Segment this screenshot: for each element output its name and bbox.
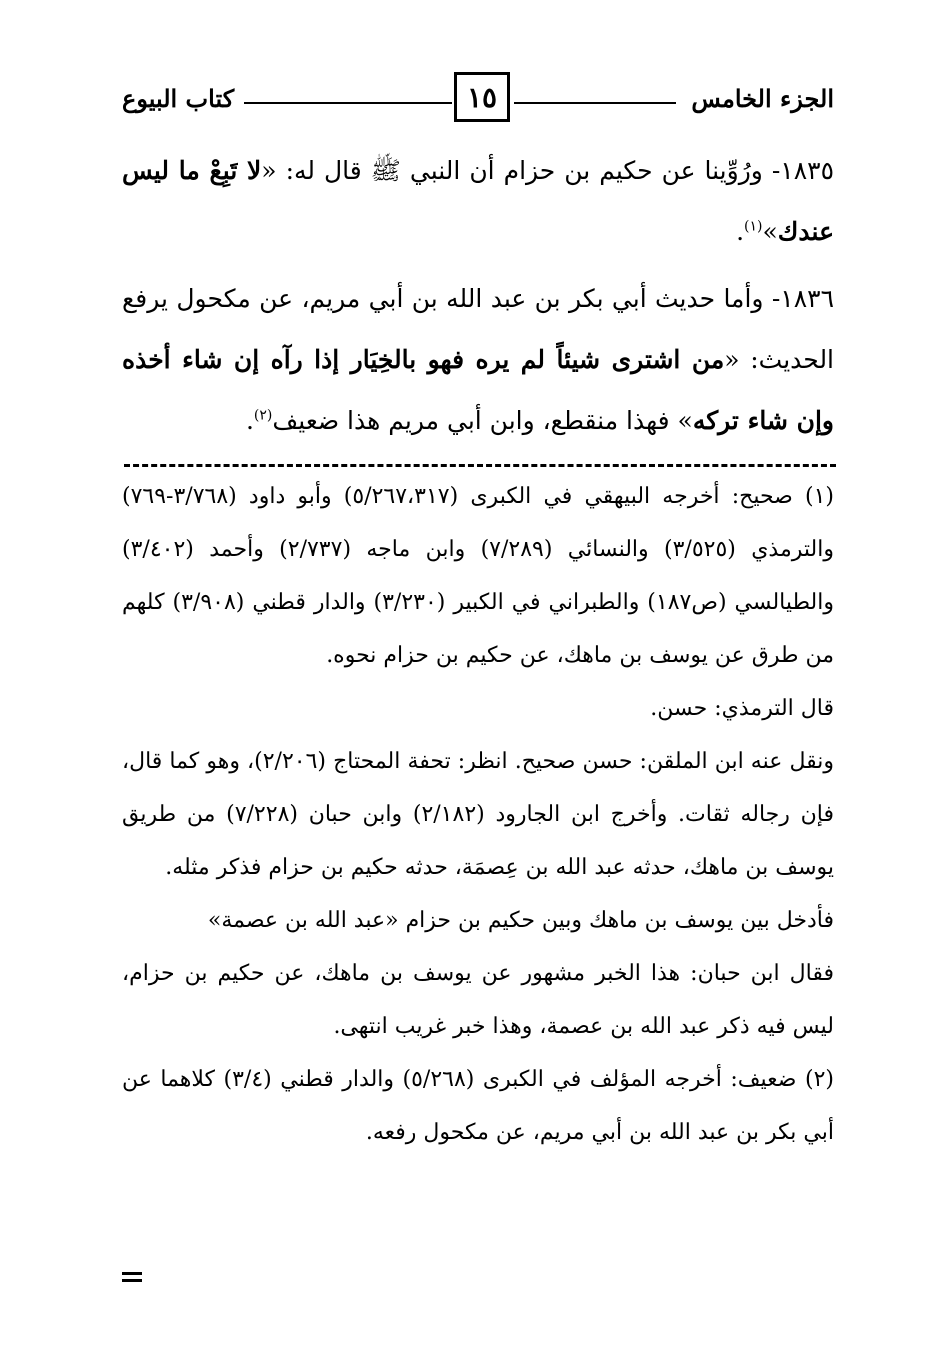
page-number: ١٥ (466, 80, 498, 114)
footnote-ref-2: (٢) (253, 407, 273, 424)
header-part-title: الجزء الخامس (691, 84, 834, 113)
footnote-1-mulaqqin: ونقل عنه ابن الملقن: حسن صحيح. انظر: تحفة المحتاج (٢/٢٠٦)، وهو كما قال، فإن رجاله ثقات. وأخرج ابن الجارود (٢/١٨٢) وابن حبان (٧/٢٢٨) من طريق يوسف بن ماهك، حدثه عبد الله بن عِصمَة، حدثه حكيم بن حزام فذكر مثله. (122, 749, 834, 880)
continuation-mark (122, 1272, 142, 1286)
footnote-ref-1: (١) (744, 218, 763, 235)
page-number-box (454, 72, 510, 122)
quote-close: » (762, 217, 778, 246)
hadith-paragraph-1835 (122, 140, 834, 262)
page-header (0, 72, 934, 128)
main-text (122, 140, 834, 451)
hadith-quote: لا تَبِعْ ما ليس عندك (122, 156, 834, 246)
hadith-number: ١٨٣٦ (780, 284, 834, 313)
paragraph-text: - وأما حديث أبي بكر بن عبد الله بن أبي مريم، عن مكحول يرفع الحديث: « (122, 284, 835, 374)
footnote-divider (124, 464, 836, 467)
footnote-1-tirmidhi: قال الترمذي: حسن. (650, 696, 834, 721)
header-rule-left (244, 102, 452, 104)
paragraph-text: - ورُوِّينا عن حكيم بن حزام أن النبي ﷺ قال له: « (261, 156, 781, 185)
footnote-1: (١) صحيح: أخرجه البيهقي في الكبرى (٥/٢٦٧،٣١٧) وأبو داود (٣/٧٦٨-٧٦٩) والترمذي (٣/٥٢٥) والنسائي (٧/٢٨٩) وابن ماجه (٢/٧٣٧) وأحمد (٣/٤٠٢) والطيالسي (ص١٨٧) والطبراني في الكبير (٣/٢٣٠) والدار قطني (٣/٩٠٨) كلهم من طرق عن يوسف بن ماهك، عن حكيم بن حزام نحوه. (122, 484, 834, 668)
hadith-quote: من اشترى شيئاً لم يره فهو بالخِيَار إذا رآه إن شاء أخذه وإن شاء تركه (122, 345, 834, 435)
footnote-1-ibn-hibban: فقال ابن حبان: هذا الخبر مشهور عن يوسف بن ماهك، عن حكيم بن حزام، ليس فيه ذكر عبد الله بن عصمة، وهذا خبر غريب انتهى. (122, 961, 834, 1039)
footnote-2: (٢) ضعيف: أخرجه المؤلف في الكبرى (٥/٢٦٨) والدار قطني (٣/٤) كلاهما عن أبي بكر بن عبد الله بن أبي مريم، عن مكحول رفعه. (122, 1067, 834, 1145)
paragraph-end: . (245, 406, 254, 435)
hadith-number: ١٨٣٥ (780, 156, 835, 185)
paragraph-text-after: » فهذا منقطع، وابن أبي مريم هذا ضعيف (272, 406, 693, 435)
header-rule-right (514, 102, 676, 104)
footnote-1-isnad: فأدخل بين يوسف بن ماهك وبين حكيم بن حزام «عبد الله بن عصمة» (207, 908, 834, 933)
header-book-title: كتاب البيوع (122, 84, 235, 113)
footnotes (122, 470, 834, 1159)
hadith-paragraph-1836 (122, 268, 834, 451)
paragraph-end: . (736, 217, 745, 246)
